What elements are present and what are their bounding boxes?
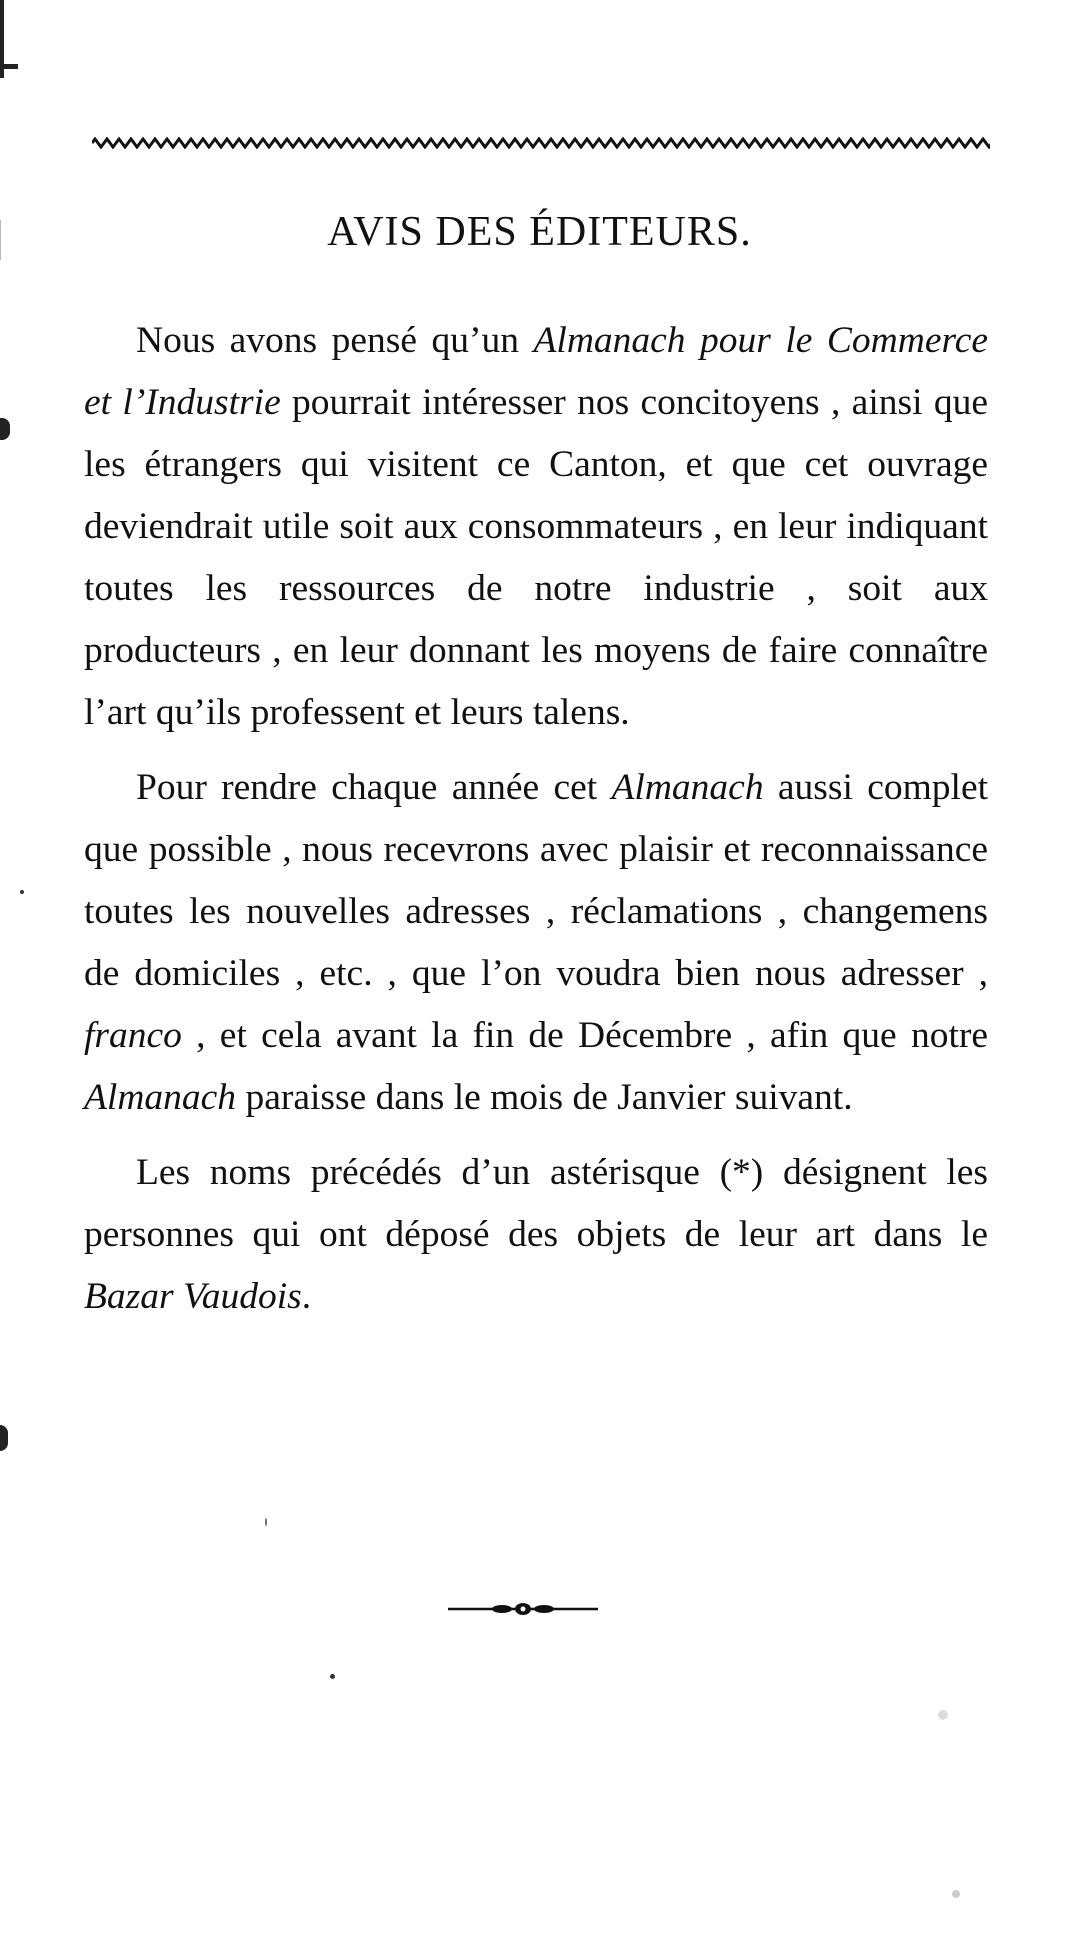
text-run: Pour rendre chaque année cet [136,767,612,808]
text-run: pourrait intéresser nos concitoyens , ainsi que les étrangers qui visitent ce Canton, et que cet ouvrage deviendrait utile soit aux consommateurs , en leur indiquant toutes les ressources de notre industrie , soit aux producteurs , en leur donnant les moyens de faire connaître l’art qu’ils professent et leurs talens. [84,382,988,733]
binding-edge-mark [0,418,10,440]
decorative-wavy-rule [92,137,990,149]
paragraph [84,1142,988,1328]
text-run: . [301,1276,312,1317]
paper-speck [330,1674,335,1679]
italic-text: Almanach [611,767,764,808]
paper-speck [952,1890,960,1898]
paper-speck [938,1710,948,1720]
binding-edge-mark [0,64,18,69]
page-title: AVIS DES ÉDITEURS. [327,209,752,255]
decorative-ornament-divider [448,1602,598,1616]
binding-edge-mark [0,1425,8,1451]
notice-body [84,310,988,1341]
text-run: paraisse dans le mois de Janvier suivant. [236,1077,853,1118]
text-run: aussi complet que possible , nous recevrons avec plaisir et reconnaissance toutes les nouvelles adresses , réclamations , changemens de domiciles , etc. , que l’on voudra bien nous adresser , [84,767,989,994]
italic-text: Almanach pour le Commerce et l’Industrie [84,320,988,423]
text-run: , et cela avant la fin de Décembre , afin que notre [181,1015,988,1056]
italic-text: franco [84,1015,182,1056]
text-run: Nous avons pensé qu’un [136,320,534,361]
italic-text: Almanach [84,1077,237,1118]
text-run: Les noms précédés d’un astérisque (*) désignent les personnes qui ont déposé des objets de leur art dans le [84,1152,988,1255]
paper-speck [20,890,24,894]
italic-text: Bazar Vaudois [84,1276,302,1317]
paragraph [84,757,988,1129]
paragraph [84,310,988,744]
paper-speck [265,1518,267,1526]
